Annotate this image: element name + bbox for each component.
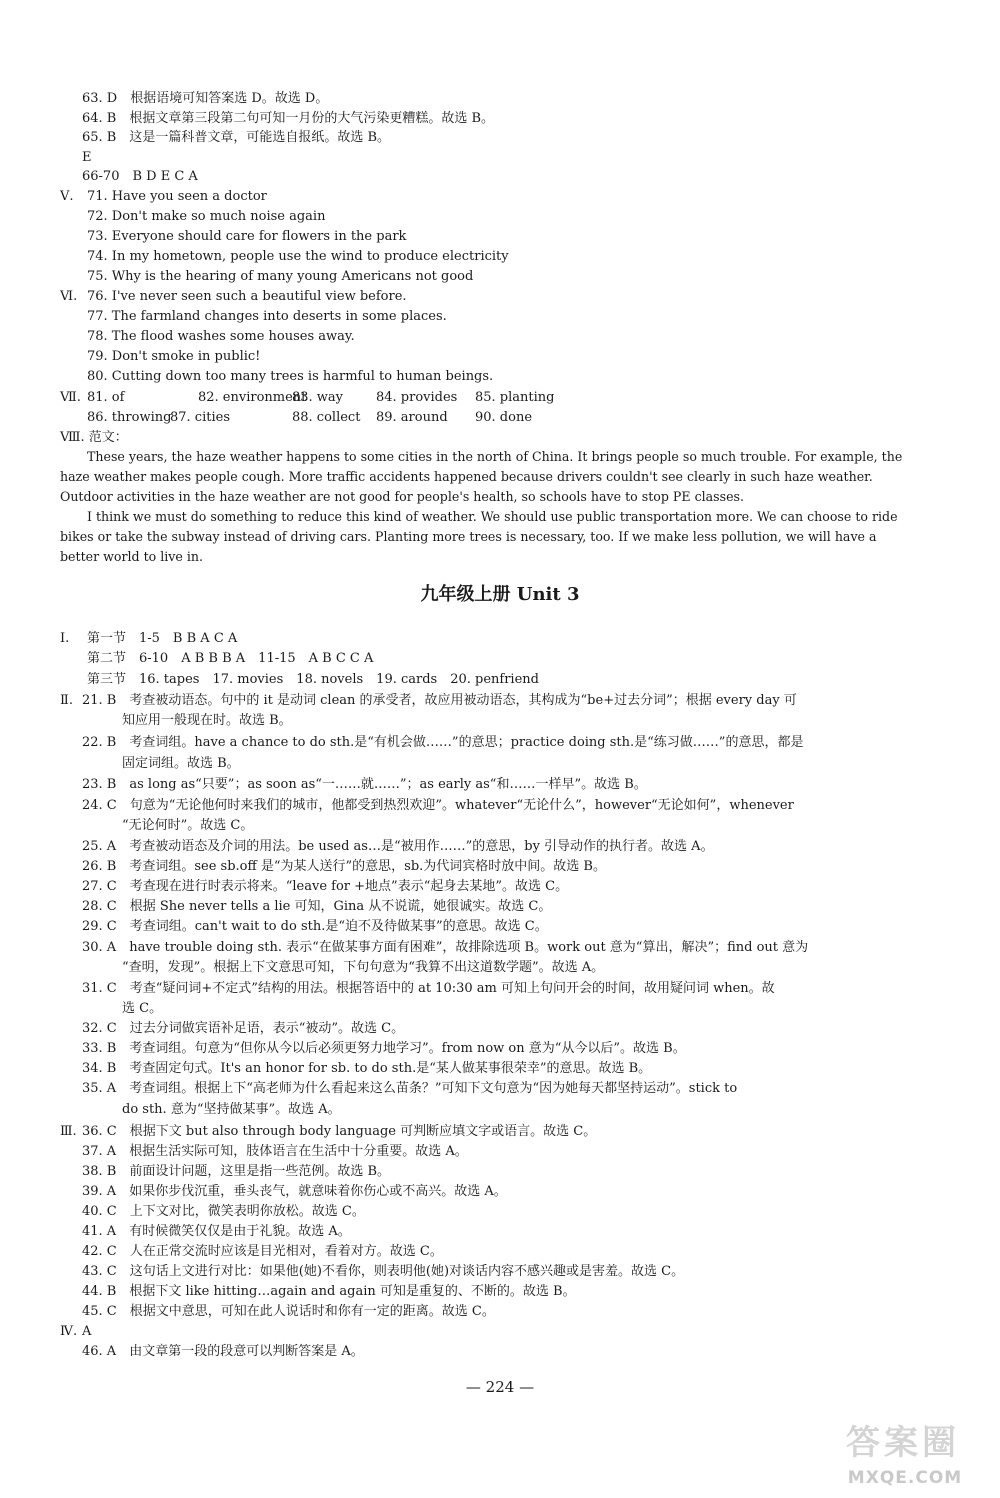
watermark-logo: 答案圈 <box>846 1423 960 1463</box>
section-label-v: Ⅴ. <box>60 189 74 204</box>
answer-cell: 88. collect <box>292 410 361 425</box>
section-label-vii: Ⅶ. <box>60 390 81 405</box>
explanation-line: 46. A 由文章第一段的段意可以判断答案是 A。 <box>82 1344 364 1359</box>
answer-cell: 86. throwing <box>87 410 172 425</box>
explanation-line: 35. A 考查词组。根据上下“高老师为什么看起来这么苗条？”可知下文句意为“因为她每天都坚持运动”。stick to <box>82 1081 738 1096</box>
explanation-line: 25. A 考查被动语态及介词的用法。be used as…是“被用作……”的意思，by 引导动作的执行者。故选 A。 <box>82 839 714 854</box>
explanation-line: 45. C 根据文中意思，可知在此人说话时和你有一定的距离。故选 C。 <box>82 1304 495 1319</box>
explanation-line: 44. B 根据下文 like hitting…again and again 可知是重复的、不断的。故选 B。 <box>82 1284 576 1299</box>
answer-cell: 83. way <box>292 390 344 405</box>
essay-line: haze weather makes people cough. More traffic accidents happened because drivers couldn't see clearly in such haze weather. <box>60 469 873 484</box>
answer-line: 64. B 根据文章第三段第二句可知一月份的大气污染更糟糕。故选 B。 <box>82 111 495 126</box>
answer-line: 73. Everyone should care for flowers in the park <box>87 229 407 244</box>
essay-line: These years, the haze weather happens to some cities in the north of China. It brings people so much trouble. For example, the <box>87 449 903 464</box>
explanation-line: 知应用一般现在时。故选 B。 <box>122 713 292 728</box>
watermark-site: MXQE.COM <box>847 1468 963 1488</box>
answer-line: 78. The flood washes some houses away. <box>87 329 355 344</box>
explanation-line: 43. C 这句话上文进行对比：如果他(她)不看你，则表明他(她)对谈话内容不感兴趣或是害羞。故选 C。 <box>82 1264 685 1279</box>
unit-title: 九年级上册 Unit 3 <box>420 584 580 605</box>
answer-cell: 85. planting <box>475 390 555 405</box>
explanation-line: “无论何时”。故选 C。 <box>122 818 254 833</box>
answer-cell: 84. provides <box>376 390 458 405</box>
answer-cell: 89. around <box>376 410 448 425</box>
answer-line: 77. The farmland changes into deserts in some places. <box>87 309 447 324</box>
answer-cell: 87. cities <box>170 410 230 425</box>
explanation-line: 28. C 根据 She never tells a lie 可知，Gina 从不说谎，她很诚实。故选 C。 <box>82 899 552 914</box>
answer-line: 79. Don't smoke in public! <box>87 349 261 364</box>
explanation-line: 37. A 根据生活实际可知，肢体语言在生活中十分重要。故选 A。 <box>82 1144 468 1159</box>
explanation-line: 36. C 根据下文 but also through body language 可判断应填文字或语言。故选 C。 <box>82 1124 597 1139</box>
explanation-line: 31. C 考查“疑问词+不定式”结构的用法。根据答语中的 at 10:30 am 可知上句问开会的时间，故用疑问词 when。故 <box>82 981 775 996</box>
explanation-line: 固定词组。故选 B。 <box>122 756 240 771</box>
essay-line: better world to live in. <box>60 549 204 564</box>
answer-cell: 90. done <box>475 410 533 425</box>
answer-line: 75. Why is the hearing of many young Americans not good <box>87 269 474 284</box>
answer-line: 72. Don't make so much noise again <box>87 209 326 224</box>
answer-line: 66-70 B D E C A <box>82 169 198 184</box>
explanation-line: 21. B 考查被动语态。句中的 it 是动词 clean 的承受者，故应用被动语态，其构成为“be+过去分词”；根据 every day 可 <box>82 693 797 708</box>
answer-line: 74. In my hometown, people use the wind to produce electricity <box>87 249 509 264</box>
explanation-line: 22. B 考查词组。have a chance to do sth.是“有机会做……”的意思；practice doing sth.是“练习做……”的意思，都是 <box>82 735 804 750</box>
essay-line: bikes or take the subway instead of driving cars. Planting more trees is necessary, too. If we make less pollution, we will have a <box>60 529 877 544</box>
page-number: — 224 — <box>465 1378 535 1396</box>
answer-line: 76. I've never seen such a beautiful view before. <box>87 289 407 304</box>
explanation-line: 32. C 过去分词做宾语补足语，表示“被动”。故选 C。 <box>82 1021 405 1036</box>
answer-line: 71. Have you seen a doctor <box>87 189 267 204</box>
explanation-line: 30. A have trouble doing sth. 表示“在做某事方面有困难”，故排除选项 B。work out 意为“算出，解决”；find out 意为 <box>82 940 809 955</box>
section-label-viii: Ⅷ. 范文： <box>60 430 128 445</box>
answer-cell: 81. of <box>87 390 125 405</box>
answer-line: 63. D 根据语境可知答案选 D。故选 D。 <box>82 91 329 106</box>
explanation-line: 34. B 考查固定句式。It's an honor for sb. to do sth.是“某人做某事很荣幸”的意思。故选 B。 <box>82 1061 652 1076</box>
essay-line: I think we must do something to reduce this kind of weather. We should use public transportation more. We can choose to ride <box>87 509 898 524</box>
explanation-line: 33. B 考查词组。句意为“但你从今以后必须更努力地学习”。from now on 意为“从今以后”。故选 B。 <box>82 1041 686 1056</box>
section-label-ii: Ⅱ. <box>60 693 73 708</box>
explanation-line: 26. B 考查词组。see sb.off 是“为某人送行”的意思，sb.为代词宾格时放中间。故选 B。 <box>82 859 606 874</box>
answer-line: 第二节 6-10 A B B B A 11-15 A B C C A <box>87 651 374 666</box>
explanation-line: 40. C 上下文对比，微笑表明你放松。故选 C。 <box>82 1204 365 1219</box>
explanation-line: 41. A 有时候微笑仅仅是由于礼貌。故选 A。 <box>82 1224 351 1239</box>
section-label-vi: Ⅵ. <box>60 289 78 304</box>
section-label-iv: Ⅳ. <box>60 1324 78 1339</box>
answer-line: 80. Cutting down too many trees is harmful to human beings. <box>87 369 494 384</box>
section-letter: E <box>82 150 92 165</box>
explanation-line: do sth. 意为“坚持做某事”。故选 A。 <box>122 1102 341 1117</box>
explanation-line: 38. B 前面设计问题，这里是指一些范例。故选 B。 <box>82 1164 391 1179</box>
essay-line: Outdoor activities in the haze weather are not good for people's health, so schools have to stop PE classes. <box>60 489 745 504</box>
explanation-line: 24. C 句意为“无论他何时来我们的城市，他都受到热烈欢迎”。whatever“无论什么”，however“无论如何”，whenever <box>82 798 794 813</box>
explanation-line: 27. C 考查现在进行时表示将来。“leave for +地点”表示“起身去某地”。故选 C。 <box>82 879 569 894</box>
answer-line: A <box>82 1324 92 1339</box>
section-label-iii: Ⅲ. <box>60 1124 77 1139</box>
explanation-line: 39. A 如果你步伐沉重，垂头丧气，就意味着你伤心或不高兴。故选 A。 <box>82 1184 507 1199</box>
answer-cell: 82. environment <box>198 390 307 405</box>
explanation-line: 29. C 考查词组。can't wait to do sth.是“迫不及待做某事”的意思。故选 C。 <box>82 919 548 934</box>
explanation-line: “查明，发现”。根据上下文意思可知，下句句意为“我算不出这道数学题”。故选 A。 <box>122 960 605 975</box>
section-label-i: Ⅰ. <box>60 631 70 646</box>
answer-line: 65. B 这是一篇科普文章，可能选自报纸。故选 B。 <box>82 130 391 145</box>
explanation-line: 选 C。 <box>122 1001 163 1016</box>
explanation-line: 42. C 人在正常交流时应该是目光相对，看着对方。故选 C。 <box>82 1244 443 1259</box>
explanation-line: 23. B as long as“只要”；as soon as“一……就……”；as early as“和……一样早”。故选 B。 <box>82 777 647 792</box>
answer-line: 第一节 1-5 B B A C A <box>87 631 238 646</box>
answer-line: 第三节 16. tapes 17. movies 18. novels 19. cards 20. penfriend <box>87 672 539 687</box>
watermark <box>820 1420 990 1490</box>
